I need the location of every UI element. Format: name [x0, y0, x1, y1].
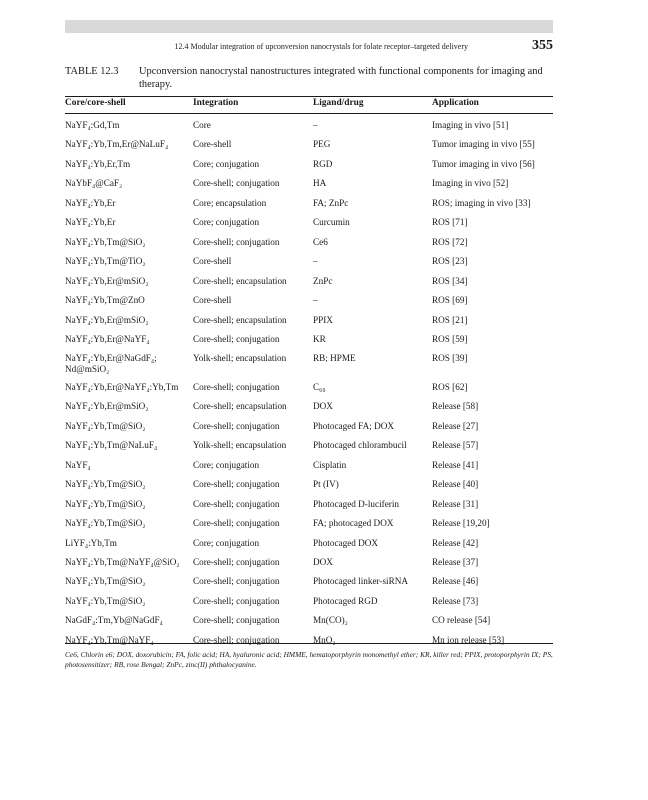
column-header-ligand: Ligand/drug	[313, 98, 364, 108]
table-row	[0, 378, 648, 397]
cell-integration: Core-shell	[193, 256, 232, 267]
cell-core: NaYF₄:Yb,Tm@SiO₂	[65, 479, 146, 490]
cell-core: NaYF₄:Yb,Tm@SiO₂	[65, 498, 146, 509]
cell-integration: Core-shell; conjugation	[193, 333, 280, 344]
cell-application: ROS [62]	[432, 381, 468, 392]
table-row	[0, 592, 648, 611]
cell-ligand: FA; photocaged DOX	[313, 518, 394, 529]
table-footnote: Ce6, Chlorin e6; DOX, doxorubicin; FA, folic acid; HA, hyaluronic acid; HMME, hematoporphyrin monomethyl ether; KR, killer red; PPIX, protoporphyrin IX; PS, photosensitizer; RB, rose Bengal; ZnPc, zinc(II) phthalocyanine.	[65, 650, 553, 669]
table-row	[0, 155, 648, 174]
cell-application: Tumor imaging in vivo [55]	[432, 139, 535, 150]
table-row	[0, 116, 648, 135]
table-row	[0, 417, 648, 436]
cell-core: NaYF₄:Yb,Tm@SiO₂	[65, 518, 146, 529]
table-row	[0, 436, 648, 455]
cell-core: NaYF₄:Yb,Er	[65, 217, 116, 228]
cell-ligand: –	[313, 295, 318, 306]
cell-application: ROS [71]	[432, 217, 468, 228]
cell-ligand: Pt (IV)	[313, 479, 339, 490]
table-row	[0, 174, 648, 193]
cell-integration: Core-shell; conjugation	[193, 576, 280, 587]
cell-integration: Core-shell; conjugation	[193, 236, 280, 247]
cell-core: NaYF₄:Yb,Tm@NaLuF₄	[65, 440, 158, 451]
cell-core: NaYF₄:Yb,Tm@SiO₂	[65, 236, 146, 247]
top-gray-bar	[65, 20, 553, 33]
cell-core: NaYF₄:Yb,Er@mSiO₂	[65, 401, 149, 412]
table-row	[0, 213, 648, 232]
table-row	[0, 233, 648, 252]
cell-integration: Core; conjugation	[193, 158, 260, 169]
cell-integration: Core; conjugation	[193, 217, 260, 228]
cell-application: ROS [23]	[432, 256, 468, 267]
cell-ligand: KR	[313, 333, 326, 344]
cell-integration: Yolk-shell; encapsulation	[193, 440, 287, 451]
cell-core: NaYF₄:Yb,Tm@TiO₂	[65, 256, 146, 267]
cell-application: Release [40]	[432, 479, 479, 490]
cell-ligand: Photocaged FA; DOX	[313, 420, 394, 431]
cell-integration: Core-shell; conjugation	[193, 178, 280, 189]
cell-core-continuation: Nd@mSiO₂	[65, 364, 110, 375]
cell-ligand: HA	[313, 178, 327, 189]
cell-integration: Core-shell; encapsulation	[193, 314, 287, 325]
cell-ligand: Photocaged D-luciferin	[313, 498, 399, 509]
table-row	[0, 475, 648, 494]
cell-ligand: Photocaged DOX	[313, 537, 379, 548]
cell-application: Release [31]	[432, 498, 479, 509]
cell-application: Release [27]	[432, 420, 479, 431]
cell-application: Imaging in vivo [52]	[432, 178, 509, 189]
cell-core: NaGdF₄:Tm,Yb@NaGdF₄	[65, 615, 163, 626]
cell-ligand: DOX	[313, 401, 333, 412]
cell-ligand: PPIX	[313, 314, 333, 325]
table-row	[0, 135, 648, 154]
cell-ligand: MnO₂	[313, 634, 336, 645]
cell-integration: Core-shell; conjugation	[193, 518, 280, 529]
cell-application: Imaging in vivo [51]	[432, 120, 509, 130]
table-row	[0, 631, 648, 650]
cell-core: NaYF₄:Yb,Er@NaGdF₄;	[65, 353, 157, 364]
cell-ligand: FA; ZnPc	[313, 197, 349, 208]
cell-application: Release [73]	[432, 595, 479, 606]
table-row	[0, 611, 648, 630]
table-top-rule	[65, 96, 553, 97]
cell-application: Release [19,20]	[432, 518, 490, 529]
cell-integration: Core; conjugation	[193, 459, 260, 470]
table-row	[0, 534, 648, 553]
cell-ligand: ZnPc	[313, 275, 333, 286]
running-head	[65, 38, 553, 56]
cell-integration: Core-shell; conjugation	[193, 498, 280, 509]
table-bottom-rule	[65, 643, 553, 644]
column-header-integration: Integration	[193, 98, 239, 108]
cell-core: NaYF₄:Yb,Tm@ZnO	[65, 295, 145, 306]
table-row	[0, 311, 648, 330]
table-label: TABLE 12.3	[65, 66, 119, 77]
table-row	[0, 349, 648, 379]
cell-integration: Core-shell; conjugation	[193, 420, 280, 431]
cell-integration: Core-shell; conjugation	[193, 615, 280, 626]
table-row	[0, 291, 648, 310]
page-number: 355	[532, 38, 553, 53]
cell-core: NaYF₄:Yb,Tm@SiO₂	[65, 576, 146, 587]
table-row	[0, 456, 648, 475]
cell-integration: Yolk-shell; encapsulation	[193, 353, 287, 364]
table-row	[0, 252, 648, 271]
cell-integration: Core-shell; encapsulation	[193, 275, 287, 286]
cell-ligand: Curcumin	[313, 217, 350, 228]
column-header-application: Application	[432, 98, 479, 108]
table-title: Upconversion nanocrystal nanostructures integrated with functional components for imaging and therapy.	[139, 66, 543, 90]
cell-core: NaYF₄:Yb,Er@NaYF₄	[65, 333, 150, 344]
cell-application: CO release [54]	[432, 615, 491, 626]
cell-integration: Core-shell; encapsulation	[193, 401, 287, 412]
table-row	[0, 194, 648, 213]
cell-integration: Core; conjugation	[193, 537, 260, 548]
cell-application: ROS [69]	[432, 295, 468, 306]
cell-application: Release [37]	[432, 556, 479, 567]
cell-application: ROS [72]	[432, 236, 468, 247]
table-row	[0, 272, 648, 291]
cell-core: NaYF₄:Yb,Tm,Er@NaLuF₄	[65, 139, 169, 150]
cell-application: Release [42]	[432, 537, 479, 548]
cell-core: NaYF₄:Yb,Tm@SiO₂	[65, 595, 146, 606]
cell-application: ROS [39]	[432, 353, 468, 364]
cell-ligand: –	[313, 120, 318, 130]
cell-ligand: Photocaged chlorambucil	[313, 440, 407, 451]
cell-integration: Core	[193, 120, 211, 130]
cell-ligand: Photocaged RGD	[313, 595, 378, 606]
cell-application: Tumor imaging in vivo [56]	[432, 158, 535, 169]
cell-integration: Core-shell	[193, 139, 232, 150]
running-title: 12.4 Modular integration of upconversion nanocrystals for folate receptor–targeted delivery	[174, 42, 468, 51]
cell-ligand: DOX	[313, 556, 333, 567]
cell-core: NaYF₄:Yb,Tm@NaYF₄@SiO₂	[65, 556, 180, 567]
cell-core: NaYF₄:Yb,Er@mSiO₂	[65, 275, 149, 286]
cell-ligand: RGD	[313, 158, 333, 169]
table-header-rule	[65, 113, 553, 114]
table-row	[0, 330, 648, 349]
table-row	[0, 514, 648, 533]
cell-application: Release [57]	[432, 440, 479, 451]
cell-core: NaYbF₄@CaF₂	[65, 178, 123, 189]
cell-core: NaYF₄:Yb,Er,Tm	[65, 158, 131, 169]
cell-ligand: Ce6	[313, 236, 328, 247]
cell-integration: Core-shell; conjugation	[193, 479, 280, 490]
cell-core: NaYF₄:Gd,Tm	[65, 120, 120, 130]
cell-application: ROS; imaging in vivo [33]	[432, 197, 531, 208]
cell-core: LiYF₄:Yb,Tm	[65, 537, 117, 548]
cell-application: Release [46]	[432, 576, 479, 587]
cell-application: Mn ion release [53]	[432, 634, 505, 645]
cell-core: NaYF₄:Yb,Tm@SiO₂	[65, 420, 146, 431]
cell-ligand: –	[313, 256, 318, 267]
cell-ligand: Mn(CO)₂	[313, 615, 348, 626]
cell-application: ROS [21]	[432, 314, 468, 325]
cell-ligand: Photocaged linker-siRNA	[313, 576, 408, 587]
cell-integration: Core-shell; conjugation	[193, 556, 280, 567]
cell-ligand: C₆₀	[313, 381, 326, 392]
cell-core: NaYF₄:Yb,Er	[65, 197, 116, 208]
table-row	[0, 495, 648, 514]
cell-core: NaYF₄	[65, 459, 91, 470]
cell-integration: Core-shell; conjugation	[193, 381, 280, 392]
cell-core: NaYF₄:Yb,Er@mSiO₂	[65, 314, 149, 325]
table-row	[0, 553, 648, 572]
cell-core: NaYF₄:Yb,Tm@NaYF₄	[65, 634, 154, 645]
cell-application: ROS [59]	[432, 333, 468, 344]
cell-application: Release [41]	[432, 459, 479, 470]
cell-application: Release [58]	[432, 401, 479, 412]
cell-ligand: PEG	[313, 139, 331, 150]
cell-application: ROS [34]	[432, 275, 468, 286]
cell-core: NaYF₄:Yb,Er@NaYF₄:Yb,Tm	[65, 381, 179, 392]
cell-integration: Core-shell; conjugation	[193, 634, 280, 645]
cell-ligand: Cisplatin	[313, 459, 347, 470]
cell-ligand: RB; HPME	[313, 353, 356, 364]
cell-integration: Core-shell	[193, 295, 232, 306]
cell-integration: Core; encapsulation	[193, 197, 267, 208]
cell-integration: Core-shell; conjugation	[193, 595, 280, 606]
table-row	[0, 397, 648, 416]
column-header-core: Core/core-shell	[65, 98, 126, 108]
table-row	[0, 572, 648, 591]
